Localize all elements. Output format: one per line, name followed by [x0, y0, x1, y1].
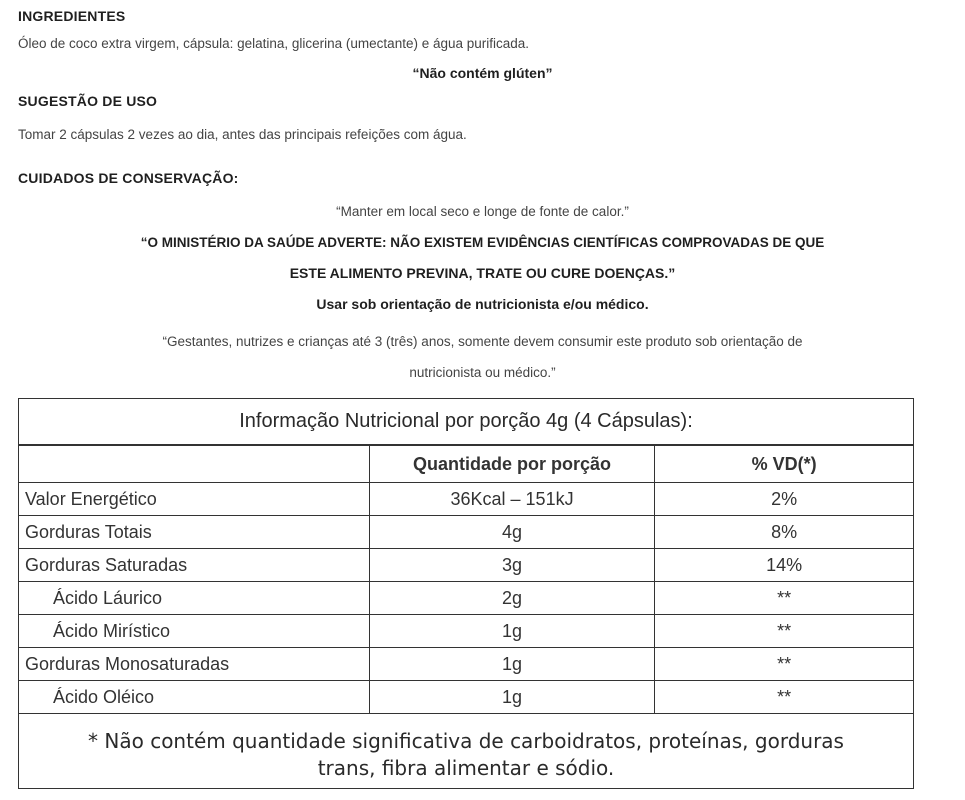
nutrient-quantity: 3g — [369, 549, 654, 582]
warning-line-2: ESTE ALIMENTO PREVINA, TRATE OU CURE DOENÇAS.” — [289, 265, 676, 281]
usage-text: Tomar 2 cápsulas 2 vezes ao dia, antes das principais refeições com água. — [18, 127, 467, 142]
nutrition-header-row — [19, 446, 913, 483]
nutrient-quantity: 1g — [369, 615, 654, 648]
nutrient-vd: ** — [655, 615, 913, 648]
nutrient-name: Gorduras Saturadas — [19, 549, 369, 582]
header-quantity: Quantidade por porção — [369, 446, 654, 483]
nutrient-name: Gorduras Monosaturadas — [19, 648, 369, 681]
nutrition-title: Informação Nutricional por porção 4g (4 Cápsulas): — [19, 399, 913, 445]
nutrient-name: Ácido Oléico — [19, 681, 369, 714]
ingredients-text: Óleo de coco extra virgem, cápsula: gelatina, glicerina (umectante) e água purificada. — [18, 36, 530, 51]
nutrient-vd: ** — [655, 681, 913, 714]
nutrition-grid — [19, 445, 913, 714]
nutrient-vd: ** — [655, 648, 913, 681]
nutrition-footnote — [19, 722, 913, 788]
nutrient-name: Ácido Mirístico — [19, 615, 369, 648]
nutrient-name: Gorduras Totais — [19, 516, 369, 549]
table-row — [19, 516, 913, 549]
usage-heading: SUGESTÃO DE USO — [18, 93, 158, 109]
nutrient-quantity: 36Kcal – 151kJ — [369, 483, 654, 516]
nutrient-vd: 2% — [655, 483, 913, 516]
nutrient-quantity: 4g — [369, 516, 654, 549]
nutrient-vd: 14% — [655, 549, 913, 582]
nutrient-name: Ácido Láurico — [19, 582, 369, 615]
nutrient-vd: ** — [655, 582, 913, 615]
gluten-notice: “Não contém glúten” — [412, 65, 553, 81]
guidance-text: Usar sob orientação de nutricionista e/ou médico. — [316, 296, 649, 312]
nutrient-quantity: 1g — [369, 648, 654, 681]
footnote-line-1: * Não contém quantidade significativa de carboidratos, proteínas, gorduras — [88, 729, 844, 753]
storage-text: “Manter em local seco e longe de fonte de calor.” — [336, 204, 629, 219]
header-vd: % VD(*) — [655, 446, 913, 483]
table-row — [19, 615, 913, 648]
table-row — [19, 582, 913, 615]
header-empty-cell — [19, 446, 369, 483]
footnote-line-2: trans, fibra alimentar e sódio. — [317, 756, 615, 780]
nutrient-quantity: 2g — [369, 582, 654, 615]
ingredients-heading: INGREDIENTES — [18, 8, 126, 24]
table-row — [19, 483, 913, 516]
storage-heading: CUIDADOS DE CONSERVAÇÃO: — [18, 170, 239, 186]
pregnant-warning-line-2: nutricionista ou médico.” — [409, 365, 556, 380]
nutrient-vd: 8% — [655, 516, 913, 549]
nutrient-quantity: 1g — [369, 681, 654, 714]
pregnant-warning-line-1: “Gestantes, nutrizes e crianças até 3 (três) anos, somente devem consumir este produto sob orientação de — [162, 334, 803, 349]
nutrient-name: Valor Energético — [19, 483, 369, 516]
warning-line-1: “O MINISTÉRIO DA SAÚDE ADVERTE: NÃO EXISTEM EVIDÊNCIAS CIENTÍFICAS COMPROVADAS DE QUE — [140, 235, 825, 250]
table-row — [19, 648, 913, 681]
nutrition-table — [18, 398, 914, 789]
table-row — [19, 681, 913, 714]
table-row — [19, 549, 913, 582]
